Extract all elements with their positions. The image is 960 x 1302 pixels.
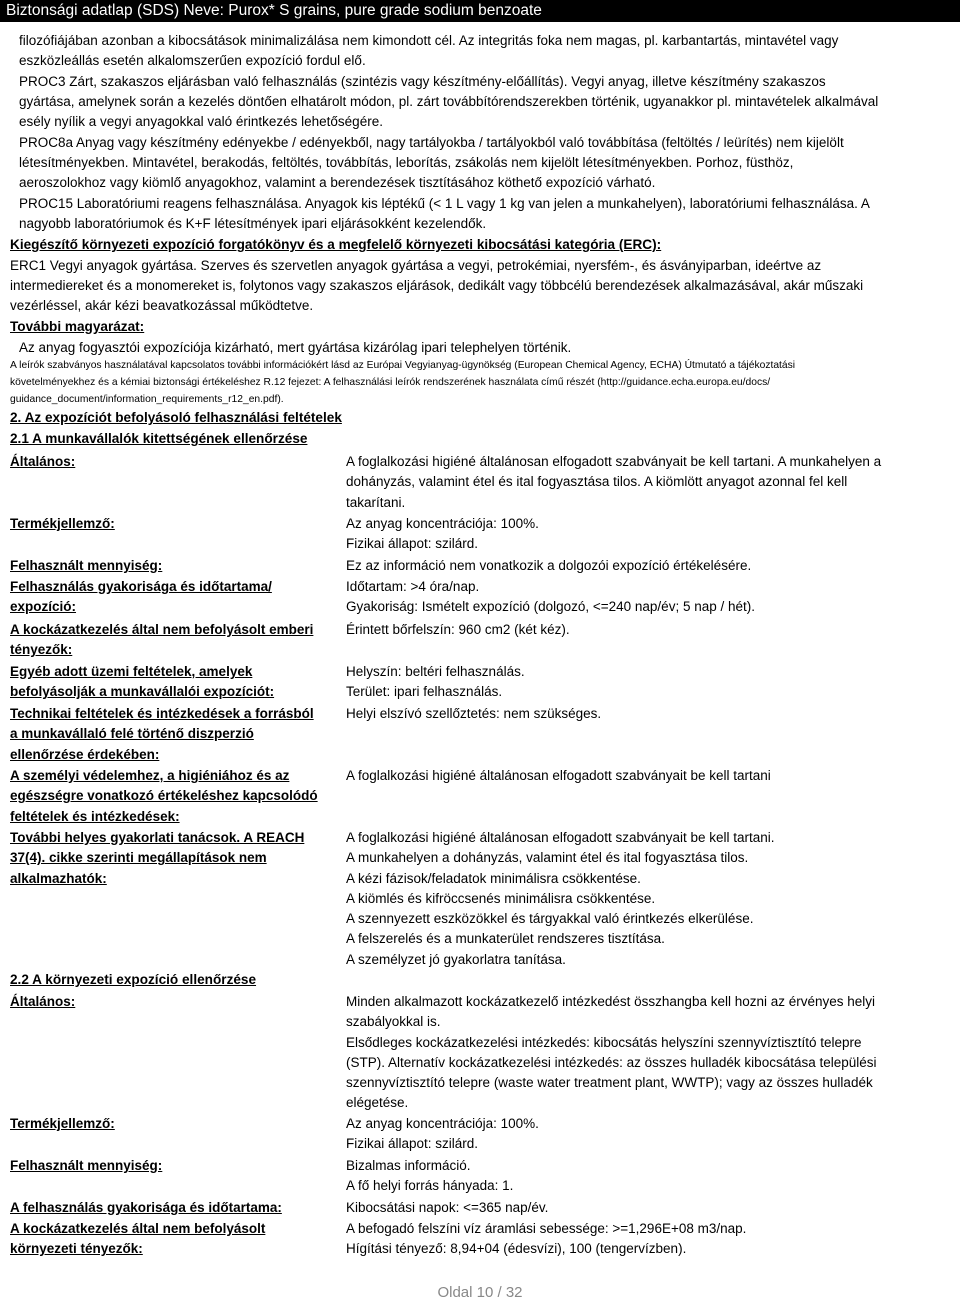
document-title: Biztonsági adatlap (SDS) Neve: Purox* S grains, pure grade sodium benzoate	[6, 2, 542, 19]
row-value	[346, 620, 941, 640]
value-line: dohányzás, valamint étel és ital fogyasztása tilos. A kiömlött anyagot azonnal fel kell	[346, 474, 848, 490]
section-2-1-heading: 2.1 A munkavállalók kitettségének ellenőrzése	[10, 431, 308, 446]
label-line: A felhasználás gyakorisága és időtartama:	[10, 1200, 282, 1215]
value-line: A szennyezett eszközökkel és tárgyakkal való érintkezés elkerülése.	[346, 911, 754, 927]
label-line: 37(4). cikke szerinti megállapítások nem	[10, 850, 267, 866]
value-line: A foglalkozási higiéné általánosan elfogadott szabványait be kell tartani.	[346, 830, 775, 845]
value-line: Helyszín: beltéri felhasználás.	[346, 664, 525, 679]
footnote-line: követelményekhez és a kémiai biztonsági értékeléshez R.12 fejezet: A felhasználási leírók rendszerének használata című részét (http://guidance.echa.europa.eu/docs/	[10, 376, 771, 388]
value-line: Minden alkalmazott kockázatkezelő intézkedést összhangba kell hozni az érvényes helyi	[346, 994, 876, 1009]
row-label	[10, 992, 335, 1012]
value-line: A munkahelyen a dohányzás, valamint étel és ital fogyasztása tilos.	[346, 850, 749, 866]
text-line: intermediereket és a monomereket is, folytonos vagy szakaszos eljárások, dedikált vagy többcélú berendezések alkalmazásával, akár műszaki	[10, 278, 864, 294]
label-line: Felhasznált mennyiség:	[10, 1158, 163, 1173]
row-label	[10, 1114, 335, 1134]
row-label	[10, 1198, 335, 1218]
intro-paragraph-proc15	[19, 194, 954, 234]
row-value	[346, 992, 941, 1114]
row-value	[346, 704, 941, 724]
value-line: A személyzet jó gyakorlatra tanítása.	[346, 951, 566, 967]
label-line: Termékjellemző:	[10, 1116, 115, 1131]
value-line: Kibocsátási napok: <=365 nap/év.	[346, 1200, 549, 1215]
row-label	[10, 556, 335, 576]
text-line: ERC1 Vegyi anyagok gyártása. Szerves és szervetlen anyagok gyártása a vegyi, petrokémiai, nyersfém-, és ásványiparban, ideértve az	[10, 258, 822, 273]
label-line: A személyi védelemhez, a higiéniához és az	[10, 768, 290, 783]
row-value	[346, 452, 941, 513]
row-label	[10, 452, 335, 472]
label-line: expozíció:	[10, 599, 77, 615]
section-2-2-heading: 2.2 A környezeti expozíció ellenőrzése	[10, 972, 257, 987]
row-value	[346, 1198, 941, 1218]
row-value	[346, 662, 941, 703]
intro-paragraph-proc3	[19, 72, 954, 133]
value-line: takarítani.	[346, 494, 406, 510]
header-bar	[0, 0, 960, 22]
row-value	[346, 577, 941, 618]
text-line: aeroszolokhoz vagy kiömlő anyagokhoz, valamint a berendezések tisztításához köthető expozíció várható.	[19, 175, 656, 191]
intro-paragraph-proc8a	[19, 133, 954, 194]
label-line: A kockázatkezelés által nem befolyásolt	[10, 1221, 266, 1236]
row-label	[10, 828, 335, 889]
value-line: A fő helyi forrás hányada: 1.	[346, 1178, 514, 1194]
intro-paragraph-1	[19, 31, 954, 71]
label-line: tényezők:	[10, 642, 73, 658]
value-line: elégetése.	[346, 1095, 409, 1111]
footnote-line: guidance_document/information_requirements_r12_en.pdf).	[10, 393, 284, 405]
label-line: További helyes gyakorlati tanácsok. A REACH	[10, 830, 305, 845]
footnote	[10, 358, 940, 408]
value-line: Bizalmas információ.	[346, 1158, 471, 1173]
value-line: szabályokkal is.	[346, 1014, 441, 1030]
label-line: alkalmazhatók:	[10, 870, 107, 886]
footnote-line: A leírók szabványos használatával kapcsolatos további információkért lásd az Európai Vegyianyag-ügynökség (European Chemical Agency, ECHA) Útmutató a tájékoztatási	[10, 360, 796, 371]
row-value	[346, 828, 941, 970]
value-line: A foglalkozási higiéné általánosan elfogadott szabványait be kell tartani. A munkahelyen a	[346, 454, 882, 469]
value-line: A kézi fázisok/feladatok minimálisra csökkentése.	[346, 870, 641, 886]
further-explanation-text	[19, 338, 954, 358]
row-value	[346, 556, 941, 576]
row-label	[10, 704, 335, 765]
row-value	[346, 1114, 941, 1155]
label-line: Általános:	[10, 994, 76, 1009]
label-line: Egyéb adott üzemi feltételek, amelyek	[10, 664, 253, 679]
value-line: A felszerelés és a munkaterület rendszeres tisztítása.	[346, 931, 665, 947]
value-line: Fizikai állapot: szilárd.	[346, 536, 479, 552]
value-line: szennyvíztisztító telepre (waste water treatment plant, WWTP); vagy az összes hulladék	[346, 1075, 873, 1091]
row-label	[10, 1219, 335, 1260]
value-line: (STP). Alternatív kockázatkezelési intézkedés: az összes hulladék kibocsátása települési	[346, 1054, 877, 1070]
label-line: Felhasználás gyakorisága és időtartama/	[10, 579, 272, 594]
section-2-heading: 2. Az expozíciót befolyásoló felhasználási feltételek	[10, 410, 342, 425]
value-line: Fizikai állapot: szilárd.	[346, 1136, 479, 1152]
label-line: egészségre vonatkozó értékeléshez kapcsolódó	[10, 788, 318, 804]
value-line: Az anyag koncentrációja: 100%.	[346, 1116, 539, 1131]
further-explanation-heading: További magyarázat:	[10, 319, 145, 334]
text-line: eszközleállás esetén alkalomszerűen expozíció fordul elő.	[19, 53, 366, 69]
value-line: Időtartam: >4 óra/nap.	[346, 579, 480, 594]
value-line: A befogadó felszíni víz áramlási sebessége: >=1,296E+08 m3/nap.	[346, 1221, 747, 1236]
text-line: PROC3 Zárt, szakaszos eljárásban való felhasználás (szintézis vagy készítmény-előállítás). Vegyi anyag, illetve készítmény szakaszos	[19, 74, 826, 89]
row-label	[10, 1156, 335, 1176]
text-line: vezérléssel, akár kézi beavatkozással működtetve.	[10, 298, 314, 314]
text-line: PROC15 Laboratóriumi reagens felhasználása. Anyagok kis léptékű (< 1 L vagy 1 kg van jelen a munkahelyen), laboratóriumi felhasználása. A	[19, 196, 870, 211]
row-label	[10, 620, 335, 661]
row-value	[346, 1156, 941, 1197]
label-line: feltételek és intézkedések:	[10, 808, 180, 824]
label-line: ellenőrzése érdekében:	[10, 746, 160, 762]
text-line: Az anyag fogyasztói expozíciója kizárható, mert gyártása kizárólag ipari telephelyen történik.	[19, 340, 572, 355]
text-line: filozófiájában azonban a kibocsátások minimalizálása nem kimondott cél. Az integritás foka nem magas, pl. karbantartás, mintavétel vagy	[19, 33, 839, 48]
value-line: Az anyag koncentrációja: 100%.	[346, 516, 539, 531]
label-line: környezeti tényezők:	[10, 1241, 143, 1257]
value-line: Terület: ipari felhasználás.	[346, 684, 503, 700]
value-line: Helyi elszívó szellőztetés: nem szükséges.	[346, 706, 602, 721]
row-value	[346, 766, 941, 786]
value-line: Elsődleges kockázatkezelési intézkedés: kibocsátás helyszíni szennyvíztisztító telepre	[346, 1034, 862, 1050]
label-line: A kockázatkezelés által nem befolyásolt emberi	[10, 622, 314, 637]
text-line: létesítményekben. Mintavétel, berakodás, feltöltés, továbbítás, leborítás, zsákolás nem kijelölt létesítményekben. Porhoz, füsthöz,	[19, 155, 794, 171]
text-line: nagyobb laboratóriumok és K+F létesítmények ipari eljárásokként kezelendők.	[19, 216, 487, 232]
row-value	[346, 514, 941, 555]
row-label	[10, 766, 335, 827]
erc-paragraph	[10, 256, 950, 317]
row-label	[10, 577, 335, 618]
page-number: Oldal 10 / 32	[437, 1284, 523, 1301]
label-line: Általános:	[10, 454, 76, 469]
label-line: Felhasznált mennyiség:	[10, 558, 163, 573]
label-line: a munkavállaló felé történő diszperzió	[10, 726, 254, 742]
text-line: gyártása, amelynek során a kezelés döntően elhatárolt módon, pl. zárt továbbítórendszerekben történik, ugyanakkor pl. mintavételek alkalmával	[19, 94, 879, 110]
value-line: Gyakoriság: Ismételt expozíció (dolgozó, <=240 nap/év; 5 nap / hét).	[346, 599, 755, 615]
text-line: PROC8a Anyag vagy készítmény edényekbe / edényekből, nagy tartályokba / tartályokból való továbbítása (feltöltés / leürítés) nem kijelölt	[19, 135, 844, 150]
row-label	[10, 662, 335, 703]
row-value	[346, 1219, 941, 1260]
label-line: Termékjellemző:	[10, 516, 115, 531]
label-line: Technikai feltételek és intézkedések a forrásból	[10, 706, 314, 721]
value-line: Hígítási tényező: 8,94+04 (édesvízi), 100 (tengervízben).	[346, 1241, 687, 1257]
row-label	[10, 514, 335, 534]
text-line: esély nyílik a vegyi anyagokkal való érintkezés lehetőségére.	[19, 114, 383, 130]
value-line: A kiömlés és kifröccsenés minimálisra csökkentése.	[346, 890, 656, 906]
erc-heading: Kiegészítő környezeti expozíció forgatókönyv és a megfelelő környezeti kibocsátási kategória (ERC):	[10, 237, 662, 252]
value-line: A foglalkozási higiéné általánosan elfogadott szabványait be kell tartani	[346, 768, 771, 783]
label-line: befolyásolják a munkavállalói expozíciót:	[10, 684, 275, 700]
value-line: Ez az információ nem vonatkozik a dolgozói expozíció értékelésére.	[346, 558, 752, 573]
value-line: Érintett bőrfelszín: 960 cm2 (két kéz).	[346, 622, 570, 637]
